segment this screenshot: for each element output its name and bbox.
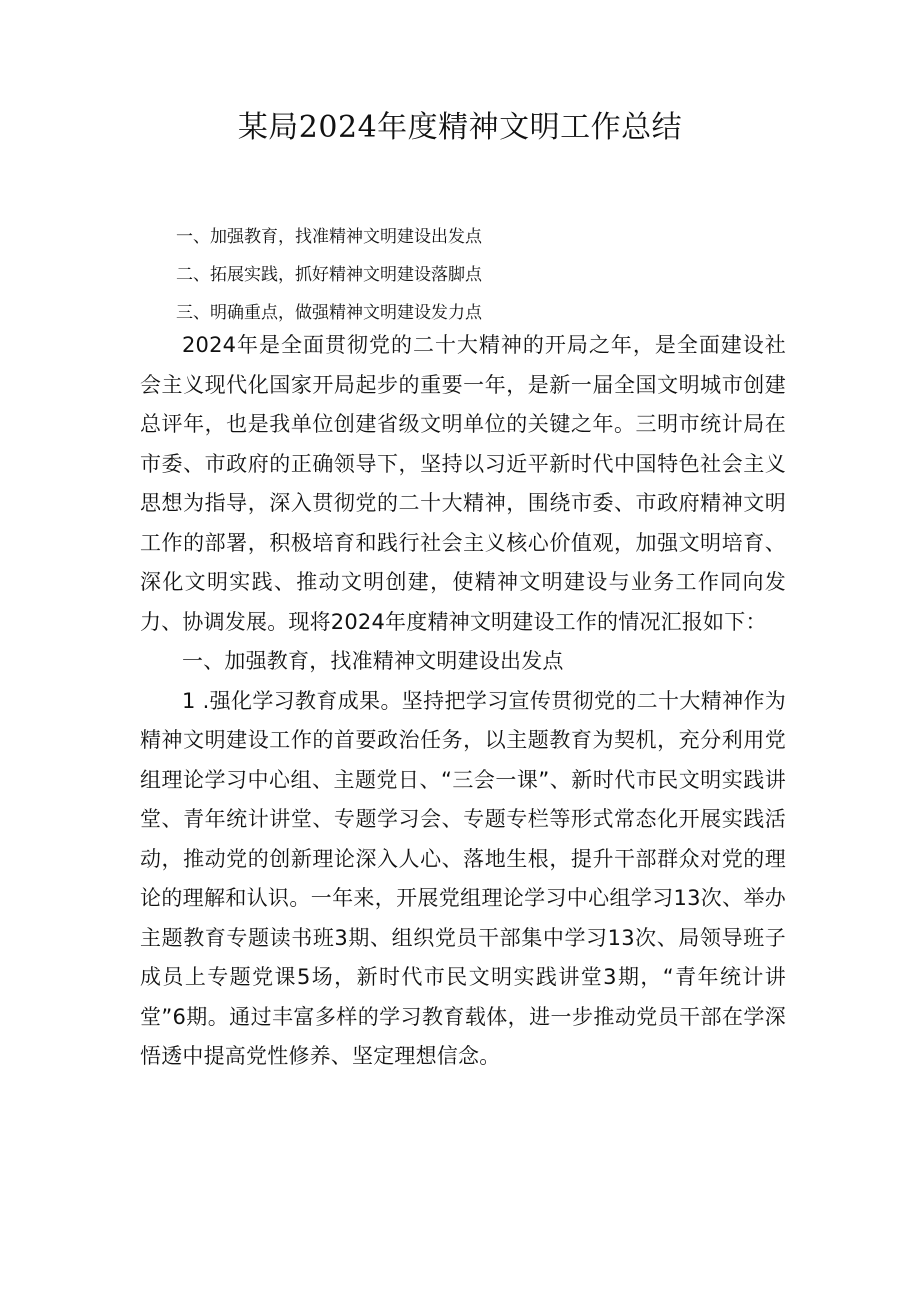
table-of-contents (176, 218, 796, 332)
toc-item: 三、明确重点，做强精神文明建设发力点 (176, 303, 482, 323)
toc-item: 二、拓展实践，抓好精神文明建设落脚点 (176, 265, 482, 285)
section-heading: 一、加强教育，找准精神文明建设出发点 (182, 649, 564, 673)
intro-paragraph: 2024年是全面贯彻党的二十大精神的开局之年，是全面建设社会主义现代化国家开局起步的重要一年，是新一届全国文明城市创建总评年，也是我单位创建省级文明单位的关键之年。三明市统计局在市委、市政府的正确领导下，坚持以习近平新时代中国特色社会主义思想为指导，深入贯彻党的二十大精神，围绕市委、市政府精神文明工作的部署，积极培育和践行社会主义核心价值观，加强文明培育、深化文明实践、推动文明创建，使精神文明建设与业务工作同向发力、协调发展。现将2024年度精神文明建设工作的情况汇报如下： (140, 333, 786, 634)
document-title: 某局2024年度精神文明工作总结 (237, 110, 683, 145)
body-paragraph: 1 .强化学习教育成果。坚持把学习宣传贯彻党的二十大精神作为精神文明建设工作的首要政治任务，以主题教育为契机，充分利用党组理论学习中心组、主题党日、“三会一课”、新时代市民文明实践讲堂、青年统计讲堂、专题学习会、专题专栏等形式常态化开展实践活动，推动党的创新理论深入人心、落地生根，提升干部群众对党的理论的理解和认识。一年来，开展党组理论学习中心组学习13次、举办主题教育专题读书班3期、组织党员干部集中学习13次、局领导班子成员上专题党课5场，新时代市民文明实践讲堂3期，“青年统计讲堂”6期。通过丰富多样的学习教育载体，进一步推动党员干部在学深悟透中提高党性修养、坚定理想信念。 (140, 688, 786, 1068)
toc-item: 一、加强教育，找准精神文明建设出发点 (176, 227, 482, 247)
document-body (140, 326, 786, 1077)
